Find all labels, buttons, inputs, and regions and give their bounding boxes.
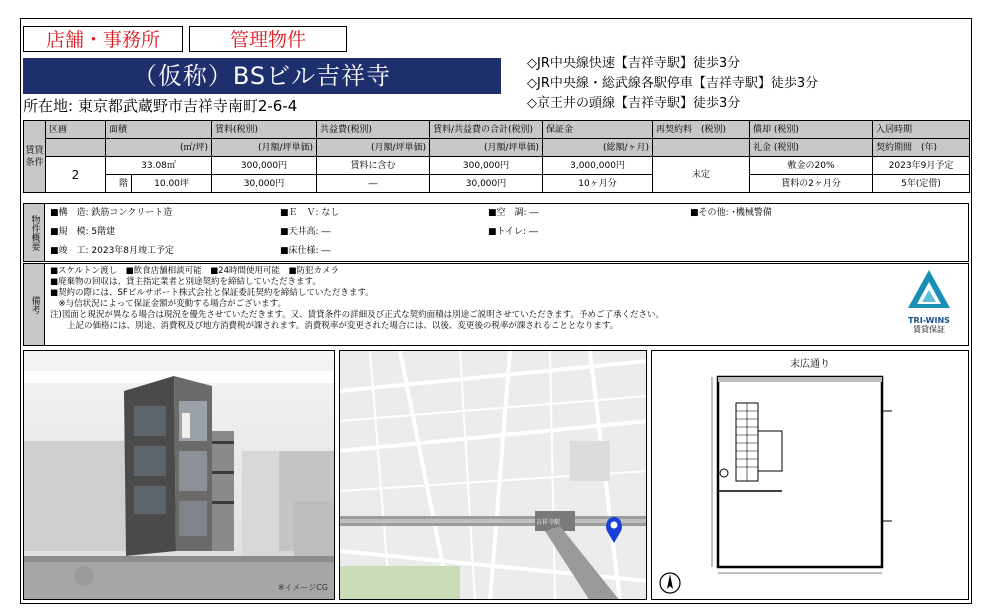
map-station-label: 吉祥寺駅: [536, 519, 561, 526]
col-header-rent: 賃料(税別): [212, 121, 317, 139]
north-arrow-icon: [660, 573, 680, 593]
overview-floor-spec: ■床仕様: ―: [280, 246, 331, 256]
total-tsubo: 30,000円: [430, 175, 543, 193]
property-overview-section: [23, 203, 969, 262]
col-header-area: 面積: [106, 121, 212, 139]
subheader-total-unit: (月額/坪単価): [430, 139, 543, 157]
area-map-panel: [339, 350, 647, 600]
managed-tag: 管理物件: [189, 26, 347, 52]
subheader-deposit-unit: (総額/ヶ月): [543, 139, 653, 157]
subheader-rent-unit: (月額/坪単価): [212, 139, 317, 157]
logo-name: TRI-WINS: [908, 316, 950, 325]
building-rendering-panel: [23, 350, 335, 600]
common-fee-tsubo: ―: [317, 175, 430, 193]
col-header-common-fee: 共益費(税別): [317, 121, 430, 139]
renewal-fee: 未定: [653, 157, 750, 193]
area-map-image: [340, 351, 647, 600]
remark-line: ■契約の際には、SFビルサポート株式会社と保証委託契約を締結していただきます。: [50, 288, 374, 298]
key-money: 賃料の2ヶ月分: [750, 175, 873, 193]
col-header-amortization: 償却 (税別): [750, 121, 873, 139]
deposit-months: 10ヶ月分: [543, 175, 653, 193]
remarks-lines: [50, 266, 664, 332]
floor-plan-image: [652, 351, 969, 600]
col-header-move-in: 入居時期: [873, 121, 970, 139]
col-header-total: 賃料/共益費の合計(税別): [430, 121, 543, 139]
remark-line: 注)図面と現況が異なる場合は現況を優先させていただきます。又、賃貸条件の詳細及び正式な契約面積は別途ご説明させていただきます。予めご了承ください。: [50, 310, 664, 320]
remarks-section: [23, 263, 969, 346]
contract-term: 5年(定借): [873, 175, 970, 193]
col-header-unit: 区画: [46, 121, 106, 139]
station-access-item: ◇JR中央線・総武線各駅停車【吉祥寺駅】徒歩3分: [527, 76, 819, 91]
remark-line: ■スケルトン渡し ■飲食店舗相談可能 ■24時間使用可能 ■防犯カメラ: [50, 266, 340, 276]
overview-structure: ■構 造: 鉄筋コンクリート造: [50, 208, 173, 218]
station-access-list: [527, 54, 818, 114]
subheader-area-unit: (㎡/坪): [106, 139, 212, 157]
floor-label: 階: [106, 175, 132, 193]
subheader-contract-term: 契約期間 (年): [873, 139, 970, 157]
col-header-renewal: 再契約料 (税別): [653, 121, 750, 139]
overview-other: ■その他: ･機械警備: [690, 208, 772, 218]
overview-ceiling: ■天井高: ―: [280, 227, 331, 237]
remark-line: ■廃棄物の回収は、貸主指定業者と別途契約を締結していただきます。: [50, 277, 321, 287]
overview-ev: ■Ｅ Ｖ: なし: [280, 208, 340, 218]
rent-monthly: 300,000円: [212, 157, 317, 175]
category-tag: 店舗・事務所: [23, 26, 183, 52]
area-sqm: 33.08㎡: [106, 157, 212, 175]
remark-line: 上記の価格には、別途、消費税及び地方消費税が課されます。消費税率が変更された場合には、以後、変更後の税率が課されることとなります。: [50, 321, 619, 331]
property-address: 所在地: 東京都武蔵野市吉祥寺南町2-6-4: [23, 97, 298, 115]
tri-wins-logo: [900, 268, 958, 335]
station-access-item: ◇JR中央線快速【吉祥寺駅】徒歩3分: [527, 56, 741, 71]
subheader-key-money: 礼金 (税別): [750, 139, 873, 157]
deposit-total: 3,000,000円: [543, 157, 653, 175]
station-access-item: ◇京王井の頭線【吉祥寺駅】徒歩3分: [527, 96, 741, 111]
rental-conditions-table: [23, 120, 970, 193]
area-tsubo: 10.00坪: [132, 175, 212, 193]
overview-aircon: ■空 調: ―: [488, 208, 539, 218]
rent-tsubo: 30,000円: [212, 175, 317, 193]
tri-wins-logo-icon: [906, 268, 952, 312]
overview-scale: ■規 模: 5階建: [50, 227, 116, 237]
unit-number: 2: [46, 157, 106, 193]
logo-subtitle: 賃貸保証: [913, 325, 945, 334]
subheader-common-unit: (月額/坪単価): [317, 139, 430, 157]
floorplan-street-label: 末広通り: [790, 359, 830, 370]
overview-section-label: 物件概要: [24, 204, 45, 261]
remark-line: ※与信状況によって保証金額が変動する場合がございます。: [50, 299, 286, 309]
rendering-note: ※イメージCG: [277, 583, 328, 592]
amortization: 敷金の20%: [750, 157, 873, 175]
move-in-date: 2023年9月予定: [873, 157, 970, 175]
overview-completion: ■竣 工: 2023年8月竣工予定: [50, 246, 175, 256]
overview-toilet: ■トイレ: ―: [488, 227, 538, 237]
common-fee: 賃料に含む: [317, 157, 430, 175]
remarks-section-label: 備考: [24, 264, 45, 345]
floor-plan-panel: [651, 350, 969, 600]
building-rendering-image: [24, 351, 335, 600]
total-monthly: 300,000円: [430, 157, 543, 175]
conditions-section-label: 賃貸条件: [24, 121, 46, 193]
col-header-deposit: 保証金: [543, 121, 653, 139]
building-name-banner: （仮称）BSビル吉祥寺: [23, 58, 501, 94]
